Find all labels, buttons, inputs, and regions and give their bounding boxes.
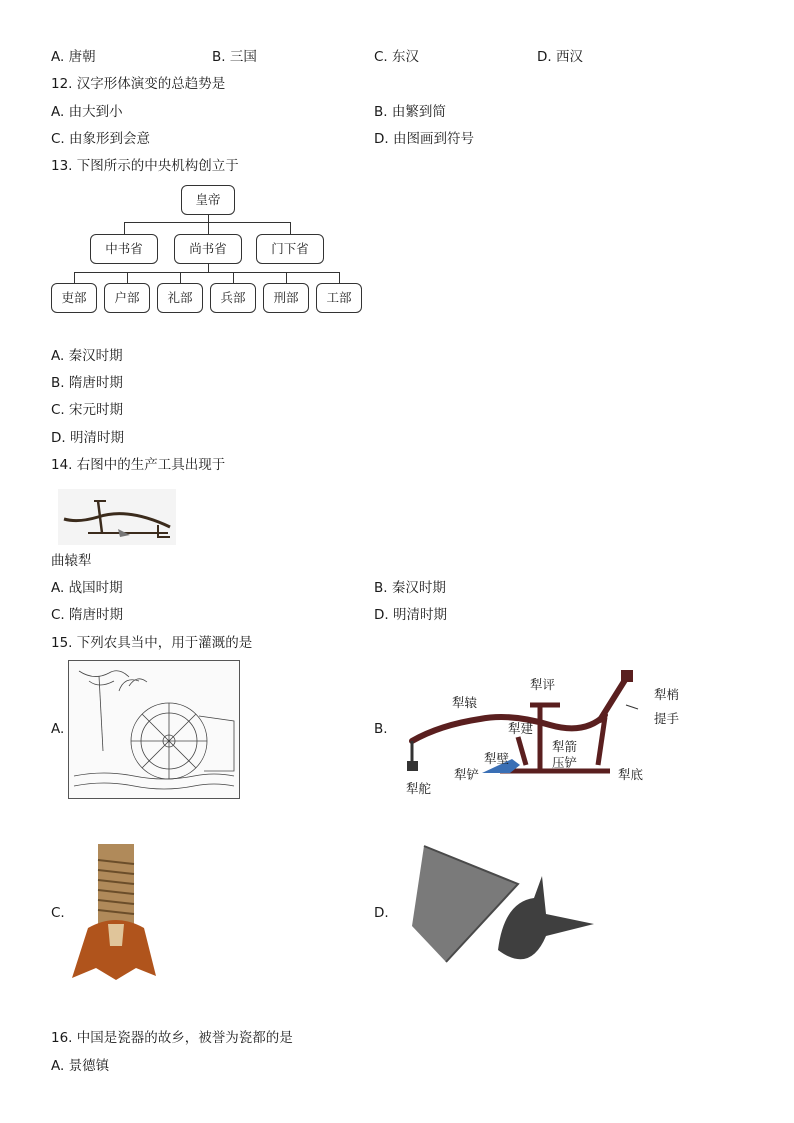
org-box-libu-rites: 礼部 (157, 283, 203, 313)
org-box-hubu: 户部 (104, 283, 150, 313)
org-box-xingbu: 刑部 (263, 283, 309, 313)
q14-option-b[interactable]: B. 秦汉时期 (374, 580, 446, 596)
plow-label-jian: 犁建 (508, 721, 534, 736)
q13-option-c[interactable]: C. 宋元时期 (51, 402, 124, 418)
q14-caption: 曲辕犁 (51, 553, 92, 569)
org-box-emperor: 皇帝 (181, 185, 235, 215)
plow-label-jian2: 犁箭 (552, 739, 578, 754)
q11-option-b[interactable]: B. 三国 (212, 49, 257, 65)
q11-option-a[interactable]: A. 唐朝 (51, 49, 96, 65)
q12-option-a[interactable]: A. 由大到小 (51, 104, 123, 120)
plow-label-pingli: 犁评 (530, 677, 556, 692)
q13-option-d[interactable]: D. 明清时期 (51, 430, 124, 446)
plow-label-yachan: 压铲 (552, 755, 578, 770)
q15-option-b[interactable]: B. (374, 721, 388, 737)
plow-label-duo: 犁舵 (406, 781, 432, 796)
q12-question: 12. 汉字形体演变的总趋势是 (51, 76, 226, 92)
org-box-shangshu: 尚书省 (174, 234, 242, 264)
q11-option-d[interactable]: D. 西汉 (537, 49, 583, 65)
org-connector (208, 264, 209, 272)
org-box-zhongshu: 中书省 (90, 234, 158, 264)
spade-tool-image (68, 840, 160, 985)
org-connector (233, 272, 234, 283)
q16-question: 16. 中国是瓷器的故乡，被誉为瓷都的是 (51, 1030, 293, 1046)
waterwheel-image (68, 660, 240, 799)
iron-plowshare-image (406, 840, 598, 985)
plow-label-bi: 犁壁 (484, 751, 510, 766)
plow-label-shao: 犁梢 (654, 687, 680, 702)
plow-label-yuan: 犁辕 (452, 695, 478, 710)
q15-option-a[interactable]: A. (51, 721, 65, 737)
plow-label-di: 犁底 (618, 767, 644, 782)
org-connector (74, 272, 75, 283)
org-connector (286, 272, 287, 283)
q11-option-c[interactable]: C. 东汉 (374, 49, 420, 65)
curved-plow-image (58, 489, 176, 545)
q15-option-c[interactable]: C. (51, 905, 65, 921)
plow-label-handle: 提手 (654, 711, 680, 726)
org-box-bingbu: 兵部 (210, 283, 256, 313)
q13-question: 13. 下图所示的中央机构创立于 (51, 158, 239, 174)
q14-option-d[interactable]: D. 明清时期 (374, 607, 447, 623)
org-connector (124, 222, 125, 234)
q13-option-b[interactable]: B. 隋唐时期 (51, 375, 123, 391)
org-connector (74, 272, 340, 273)
q12-option-b[interactable]: B. 由繁到简 (374, 104, 446, 120)
org-connector (127, 272, 128, 283)
q13-option-a[interactable]: A. 秦汉时期 (51, 348, 123, 364)
org-connector (208, 222, 209, 234)
org-box-menxia: 门下省 (256, 234, 324, 264)
q12-option-c[interactable]: C. 由象形到会意 (51, 131, 151, 147)
plow-diagram (400, 665, 690, 795)
q14-question: 14. 右图中的生产工具出现于 (51, 457, 226, 473)
org-box-gongbu: 工部 (316, 283, 362, 313)
org-connector (339, 272, 340, 283)
org-box-libu-personnel: 吏部 (51, 283, 97, 313)
q14-option-c[interactable]: C. 隋唐时期 (51, 607, 124, 623)
org-connector (208, 215, 209, 222)
plow-label-chan: 犁铲 (454, 767, 480, 782)
q15-option-d[interactable]: D. (374, 905, 389, 921)
q16-option-a[interactable]: A. 景德镇 (51, 1058, 110, 1074)
q15-question: 15. 下列农具当中，用于灌溉的是 (51, 635, 253, 651)
org-connector (180, 272, 181, 283)
q12-option-d[interactable]: D. 由图画到符号 (374, 131, 474, 147)
org-connector (290, 222, 291, 234)
q14-option-a[interactable]: A. 战国时期 (51, 580, 123, 596)
